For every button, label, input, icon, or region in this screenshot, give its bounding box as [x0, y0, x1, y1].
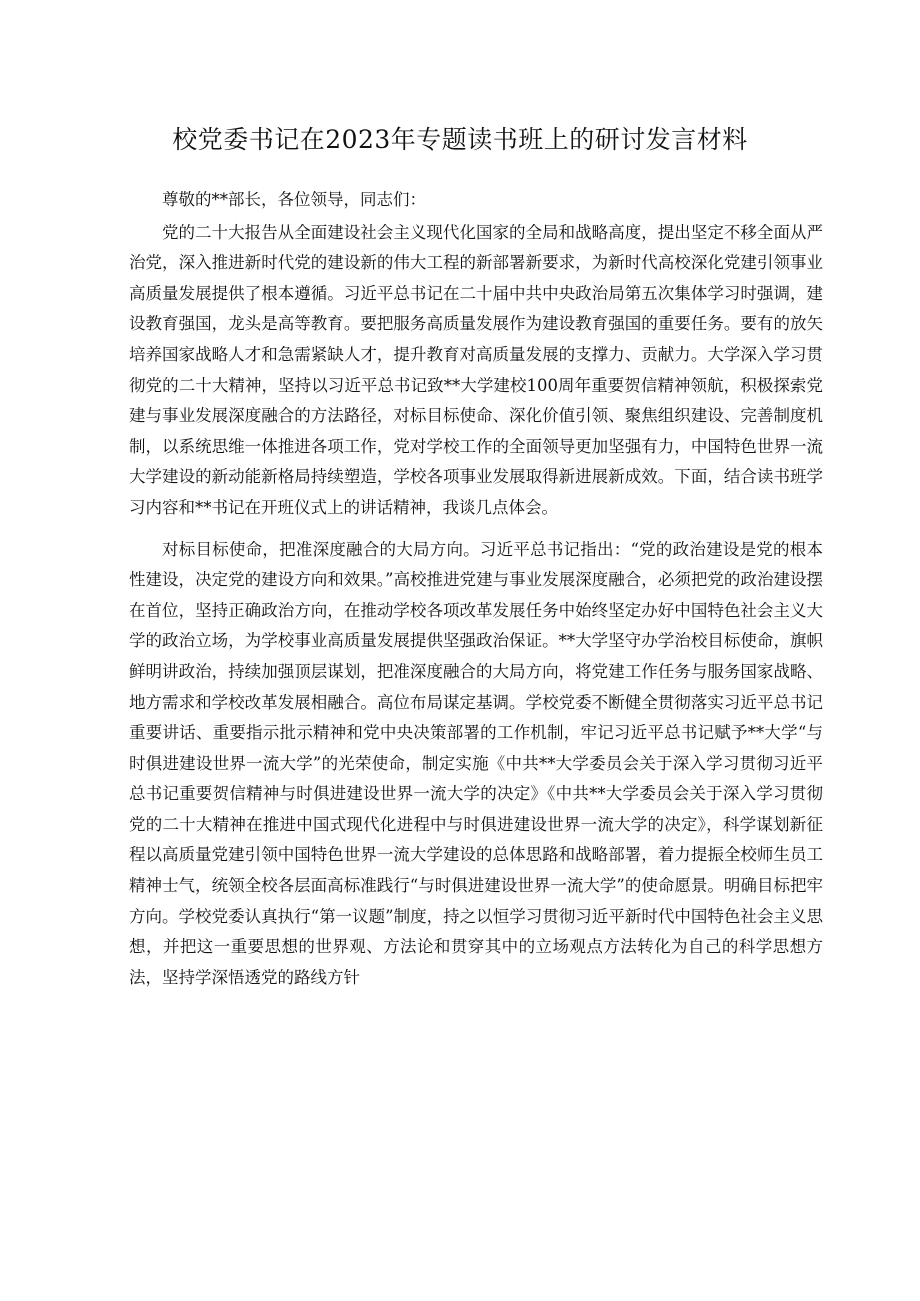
salutation: 尊敬的**部长，各位领导，同志们： — [162, 190, 426, 209]
document-body — [129, 185, 823, 993]
paragraph-mission: 对标目标使命，把准深度融合的大局方向。习近平总书记指出：“党的政治建设是党的根本性建设，决定党的建设方向和效果。”高校推进党建与事业发展深度融合，必须把党的政治建设摆在首位，坚持正确政治方向，在推动学校各项改革发展任务中始终坚定办好中国特色社会主义大学的政治立场，为学校事业高质量发展提供坚强政治保证。**大学坚守办学治校目标使命，旗帜鲜明讲政治，持续加强顶层谋划，把准深度融合的大局方向，将党建工作任务与服务国家战略、地方需求和学校改革发展相融合。高位布局谋定基调。学校党委不断健全贯彻落实习近平总书记重要讲话、重要指示批示精神和党中央决策部署的工作机制，牢记习近平总书记赋予**大学“与时俱进建设世界一流大学”的光荣使命，制定实施《中共**大学委员会关于深入学习贯彻习近平总书记重要贺信精神与时俱进建设世界一流大学的决定》《中共**大学委员会关于深入学习贯彻党的二十大精神在推进中国式现代化进程中与时俱进建设世界一流大学的决定》，科学谋划新征程以高质量党建引领中国特色世界一流大学建设的总体思路和战略部署，着力提振全校师生员工精神士气，统领全校各层面高标准践行“与时俱进建设世界一流大学”的使命愿景。明确目标把牢方向。学校党委认真执行“第一议题”制度，持之以恒学习贯彻习近平新时代中国特色社会主义思想，并把这一重要思想的世界观、方法论和贯穿其中的立场观点方法转化为自己的科学思想方法，坚持学深悟透党的路线方针 — [129, 539, 823, 987]
paragraph-intro: 党的二十大报告从全面建设社会主义现代化国家的全局和战略高度，提出坚定不移全面从严治党，深入推进新时代党的建设新的伟大工程的新部署新要求，为新时代高校深化党建引领事业高质量发展提供了根本遵循。习近平总书记在二十届中共中央政治局第五次集体学习时强调，建设教育强国，龙头是高等教育。要把服务高质量发展作为建设教育强国的重要任务。要有的放矢培养国家战略人才和急需紧缺人才，提升教育对高质量发展的支撑力、贡献力。大学深入学习贯彻党的二十大精神，坚持以习近平总书记致**大学建校100周年重要贺信精神领航，积极探索党建与事业发展深度融合的方法路径，对标目标使命、深化价值引领、聚焦组织建设、完善制度机制，以系统思维一体推进各项工作，党对学校工作的全面领导更加坚强有力，中国特色世界一流大学建设的新动能新格局持续塑造，学校各项事业发展取得新进展新成效。下面，结合读书班学习内容和**书记在开班仪式上的讲话精神，我谈几点体会。 — [129, 222, 823, 517]
document-title: 校党委书记在2023年专题读书班上的研讨发言材料 — [172, 125, 748, 154]
